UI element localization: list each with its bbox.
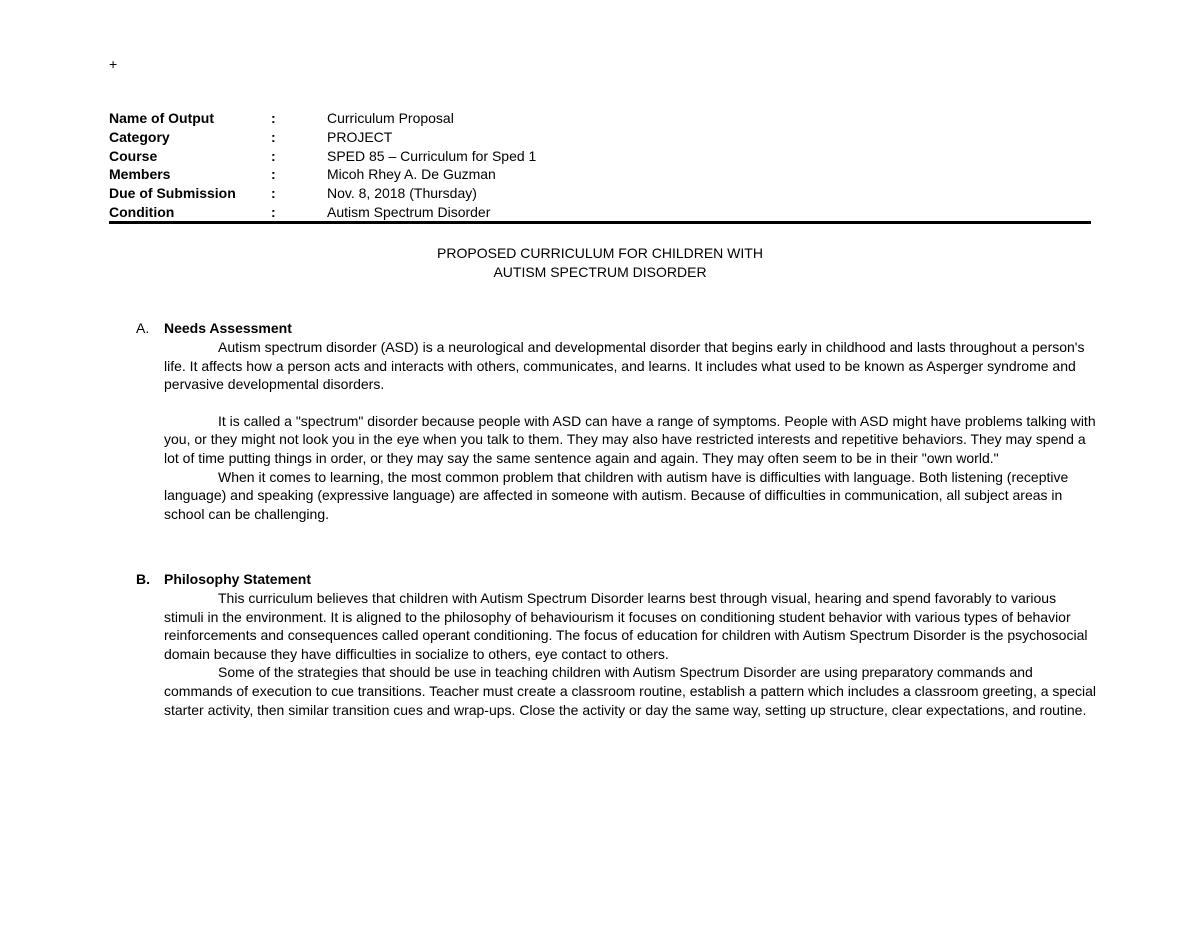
meta-value: SPED 85 – Curriculum for Sped 1 <box>327 147 537 164</box>
meta-row-course <box>109 147 1091 166</box>
section-heading <box>136 319 1096 338</box>
document-title <box>0 244 1200 282</box>
metadata-table <box>109 109 1091 222</box>
section-philosophy-statement <box>136 570 1096 719</box>
meta-value: Curriculum Proposal <box>327 110 454 126</box>
title-line-1: PROPOSED CURRICULUM FOR CHILDREN WITH <box>437 245 763 261</box>
meta-colon: : <box>271 147 276 164</box>
meta-key: Category <box>109 128 170 145</box>
meta-colon: : <box>271 110 276 126</box>
paragraph: It is called a "spectrum" disorder because people with ASD can have a range of symptoms. People with ASD might have problems talking with you, or they might not look you in the eye when you talk to them. They may also have restricted interests and repetitive behaviors. They may spend a lot of time putting things in order, or they may say the same sentence again and again. They may often seem to be in their "own world." <box>164 412 1096 466</box>
section-needs-assessment <box>136 319 1096 523</box>
meta-key: Name of Output <box>109 110 214 126</box>
meta-colon: : <box>271 203 276 220</box>
meta-colon: : <box>271 185 276 202</box>
section-letter: B. <box>136 571 150 587</box>
meta-key: Due of Submission <box>109 185 236 202</box>
meta-row-due-of-submission <box>109 184 1091 203</box>
paragraph: Autism spectrum disorder (ASD) is a neurological and developmental disorder that begins early in childhood and lasts throughout a person's life. It affects how a person acts and interacts with others, communicates, and learns. It includes what used to be known as Asperger syndrome and pervasive developmental disorders. <box>164 339 1085 393</box>
meta-key: Course <box>109 147 158 164</box>
meta-colon: : <box>271 166 276 183</box>
title-line-2: AUTISM SPECTRUM DISORDER <box>493 264 707 280</box>
section-title: Philosophy Statement <box>164 571 312 587</box>
section-heading <box>136 570 1096 589</box>
meta-row-name-of-output <box>109 109 1091 128</box>
meta-row-category <box>109 128 1091 147</box>
meta-row-condition <box>109 203 1091 222</box>
section-letter: A. <box>136 320 150 336</box>
meta-value: Nov. 8, 2018 (Thursday) <box>327 185 477 202</box>
paragraph: This curriculum believes that children with Autism Spectrum Disorder learns best through visual, hearing and spend favorably to various stimuli in the environment. It is aligned to the philosophy of behaviourism it focuses on conditioning student behavior with various types of behavior reinforcements and consequences called operant conditioning. The focus of education for children with Autism Spectrum Disorder is the psychosocial domain because they have difficulties in socialize to others, eye contact to others. <box>164 590 1088 662</box>
paragraph: Some of the strategies that should be use in teaching children with Autism Spectrum Disorder are using preparatory commands and commands of execution to cue transitions. Teacher must create a classroom routine, establish a pattern which includes a classroom greeting, a special starter activity, then similar transition cues and wrap-ups. Close the activity or day the same way, setting up structure, clear expectations, and routine. <box>164 664 1096 718</box>
meta-key: Members <box>109 166 171 183</box>
meta-colon: : <box>271 128 276 145</box>
plus-marker: + <box>109 56 118 72</box>
meta-key: Condition <box>109 203 175 220</box>
meta-value: Micoh Rhey A. De Guzman <box>327 166 496 183</box>
paragraph: When it comes to learning, the most common problem that children with autism have is difficulties with language. Both listening (receptive language) and speaking (expressive language) are affected in someone with autism. Because of difficulties in communication, all subject areas in school can be challenging. <box>164 468 1069 522</box>
meta-value: PROJECT <box>327 128 393 145</box>
meta-value: Autism Spectrum Disorder <box>327 203 491 220</box>
section-title: Needs Assessment <box>164 320 292 336</box>
meta-row-members <box>109 165 1091 184</box>
header-divider <box>109 221 1091 224</box>
